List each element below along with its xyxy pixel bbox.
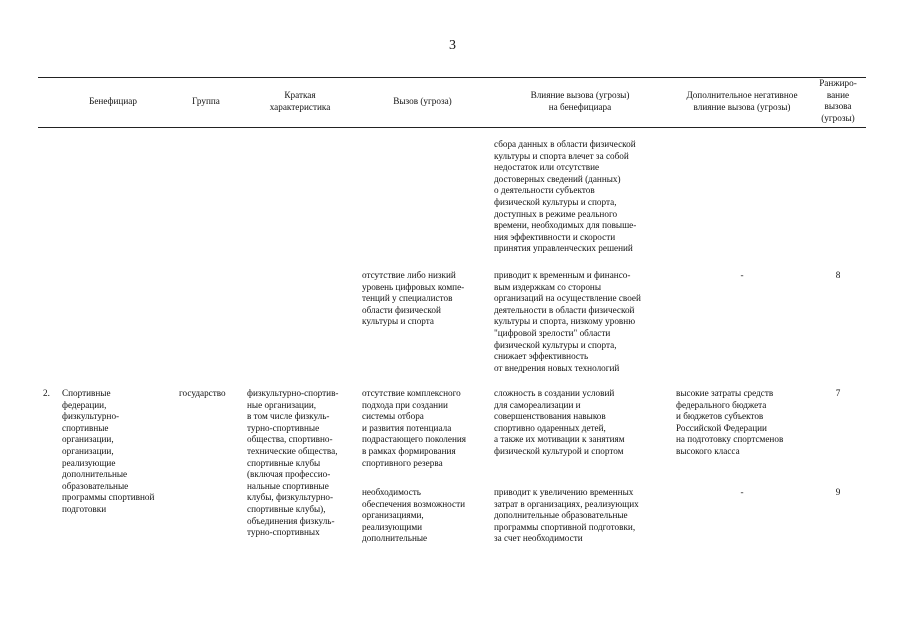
header-influence: Влияние вызова (угрозы) на бенефициара <box>530 90 630 112</box>
row-2-number: 2. <box>43 388 50 398</box>
row-3-challenge: необходимость обеспечения возможности организациями, реализующими дополнительные <box>362 487 465 544</box>
row-digital-rank: 8 <box>835 270 841 280</box>
row-3-additional: - <box>740 487 744 497</box>
header-challenge: Вызов (угроза) <box>393 96 452 106</box>
table-header-bottom-rule <box>38 127 866 128</box>
row-2-group: государство <box>179 388 226 398</box>
row-digital-additional: - <box>740 270 744 280</box>
row-2-additional: высокие затраты средств федерального бюджета и бюджетов субъектов Российской Федерации на подготовку спортсменов высокого класса <box>676 388 784 456</box>
row-2-beneficiary: Спортивные федерации, физкультурно- спортивные организации, организации, реализующие дополнительные образовательные программы спортивной подготовки <box>62 388 155 514</box>
row-3-rank: 9 <box>835 487 841 497</box>
row-continuation-influence: сбора данных в области физической культуры и спорта влечет за собой недостаток или отсутствие достоверных сведений (данных) о деятельности субъектов физической культуры и спорта, доступных в режиме реального времени, необходимых для повыше- ния эффективности и скорости принятия управленческих решений <box>494 139 637 254</box>
row-digital-influence: приводит к временным и финансо- вым издержкам со стороны организаций на осуществление своей деятельности в области физической культуры и спорта, низкому уровню "цифровой зрелости" области физической культуры и спорта, снижает эффективность от внедрения новых технологий <box>494 270 641 373</box>
row-digital-challenge: отсутствие либо низкий уровень цифровых компе- тенций у специалистов области физической культуры и спорта <box>362 270 465 327</box>
header-rank: Ранжиро- вание вызова (угрозы) <box>819 78 857 123</box>
table-top-rule <box>38 77 866 78</box>
page-number: 3 <box>449 38 456 53</box>
row-2-challenge: отсутствие комплексного подхода при создании системы отбора и развития потенциала подрастающего поколения в рамках формирования спортивного резерва <box>362 388 467 468</box>
header-additional: Дополнительное негативное влияние вызова (угрозы) <box>686 90 798 112</box>
row-2-rank: 7 <box>835 388 841 398</box>
row-3-influence: приводит к увеличению временных затрат в организациях, реализующих дополнительные образовательные программы спортивной подготовки, за счет необходимости <box>494 487 639 544</box>
header-brief: Краткая характеристика <box>269 90 331 112</box>
header-beneficiary: Бенефициар <box>89 96 137 106</box>
header-group: Группа <box>192 96 220 106</box>
row-2-influence: сложность в создании условий для самореализации и совершенствования навыков спортивно одаренных детей, а также их мотивации к занятиям физической культурой и спортом <box>494 388 625 456</box>
row-2-brief: физкультурно-спортив- ные организации, в том числе физкуль- турно-спортивные общества, спортивно- технические общества, спортивные клубы (включая профессио- нальные спортивные клубы, физкультурно- спортивные клубы), объединения физкуль- турно-спортивных <box>247 388 339 538</box>
